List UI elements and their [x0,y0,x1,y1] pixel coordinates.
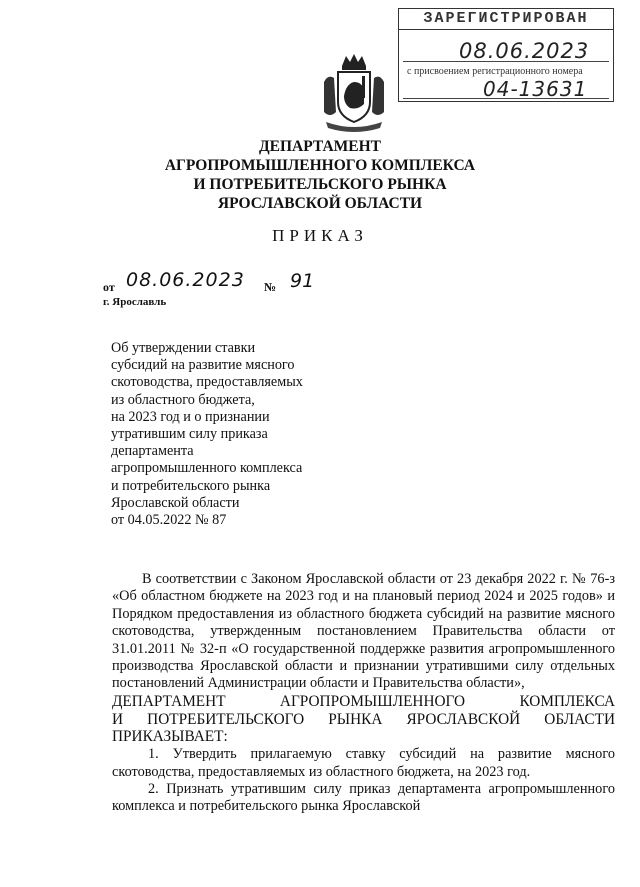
stamp-number: 04-13631 [483,77,588,101]
department-line: ДЕПАРТАМЕНТ [258,138,382,155]
handwritten-date: 08.06.2023 [126,269,245,291]
subject-line: от 04.05.2022 № 87 [111,512,227,529]
subject-line: и потребительского рынка [111,477,271,494]
ordering-party-line: И ПОТРЕБИТЕЛЬСКОГО РЫНКА ЯРОСЛАВСКОЙ ОБЛАСТИ [112,710,615,728]
department-line: И ПОТРЕБИТЕЛЬСКОГО РЫНКА [193,176,447,193]
stamp-date: 08.06.2023 [459,39,590,63]
subject-line: агропромышленного комплекса [111,460,303,477]
order-item-2: 2. Признать утратившим силу приказ департамента агропромышленного комплекса и потребительского рынка Ярославской [112,781,615,815]
document-type-title: ПРИКАЗ [272,226,368,245]
subject-line: субсидий на развитие мясного [111,357,295,374]
department-header [0,137,640,213]
orders-heading: ПРИКАЗЫВАЕТ: [112,728,228,746]
stamp-divider [403,61,609,62]
coat-of-arms-icon [318,52,390,132]
date-label: от [103,280,115,294]
document-body [112,571,615,816]
stamp-caption: с присвоением регистрационного номера [407,66,583,77]
preamble-paragraph: В соответствии с Законом Ярославской области от 23 декабря 2022 г. № 76-з «Об областном бюджете на 2023 год и на плановый период 2024 и 2025 годов» и Порядком предоставления из областного бюджета субсидий на развитие мясного скотоводства, утвержденным постановлением Правительства области от 31.01.2011 № 32-п «О государственной поддержке развития агропромышленного производства Ярославской области и признании утратившими силу отдельных постановлений Администрации области и Правительства области», [112,571,615,692]
ordering-party-line: ДЕПАРТАМЕНТ АГРОПРОМЫШЛЕННОГО КОМПЛЕКСА [112,692,615,710]
subject-line: департамента [111,443,194,460]
order-item-1: 1. Утвердить прилагаемую ставку субсидий на развитие мясного скотоводства, предоставляемых из областного бюджета, на 2023 год. [112,746,615,780]
stamp-divider [403,98,609,99]
stamp-title: ЗАРЕГИСТРИРОВАН [399,9,613,30]
subject-line: Об утверждении ставки [111,340,256,356]
subject-line: из областного бюджета, [111,391,255,408]
subject-line: скотоводства, предоставляемых [111,374,303,391]
city-label: г. Ярославль [103,296,167,308]
department-line: АГРОПРОМЫШЛЕННОГО КОМПЛЕКСА [164,157,476,174]
department-line: ЯРОСЛАВСКОЙ ОБЛАСТИ [217,195,423,212]
subject-line: утратившим силу приказа [111,426,268,443]
handwritten-number: 91 [290,270,315,292]
number-label: № [264,280,277,294]
subject-block [111,340,341,529]
subject-line: Ярославской области [111,494,240,511]
subject-line: на 2023 год и о признании [111,408,270,425]
registration-stamp [398,8,614,102]
